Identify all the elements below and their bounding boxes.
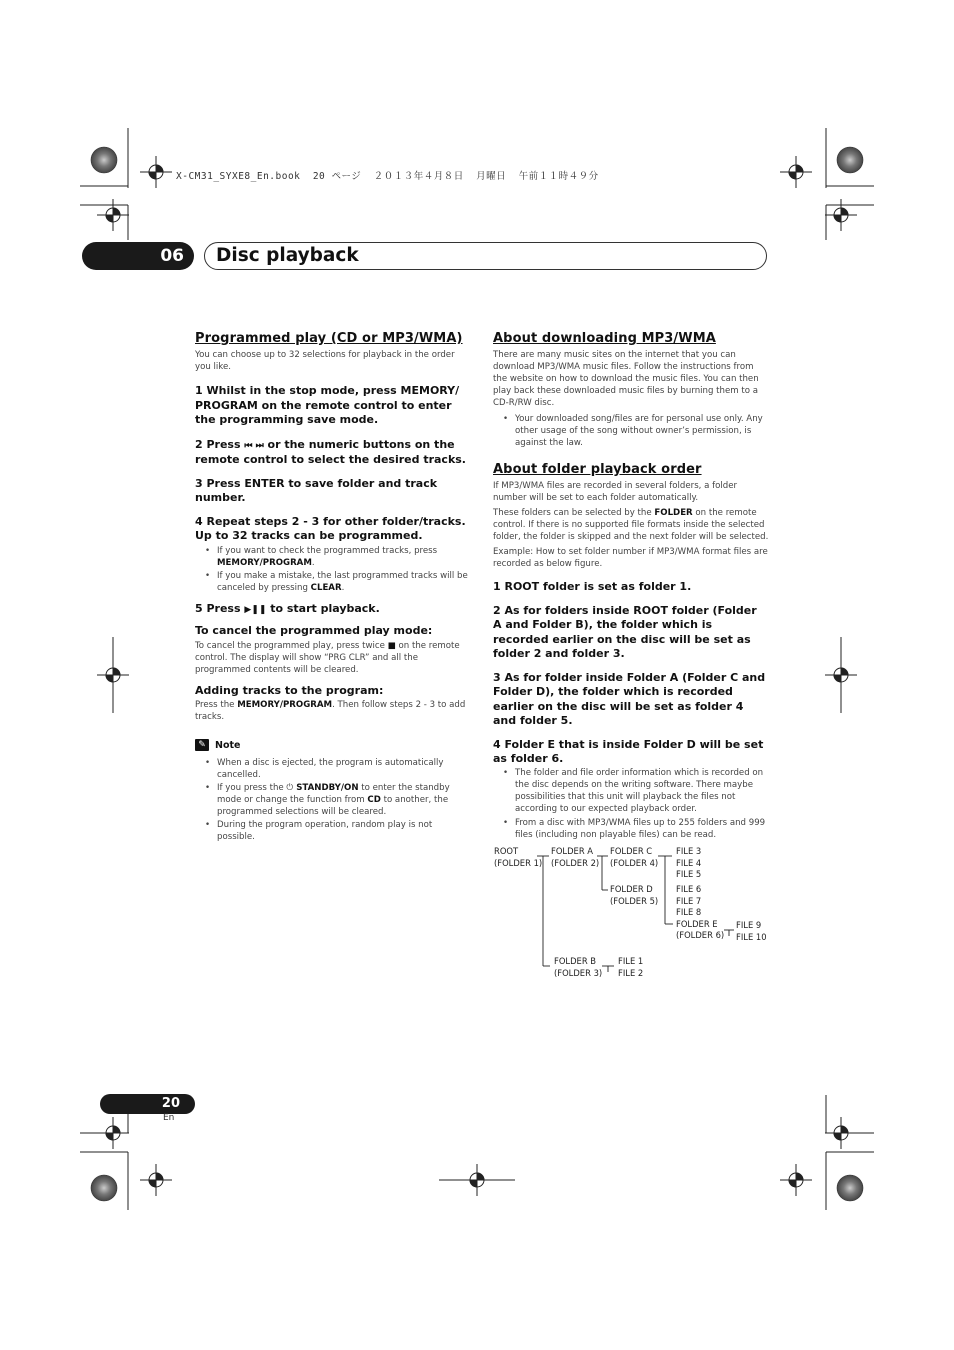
chapter-number: 06 [160, 246, 184, 266]
cancel-heading: To cancel the programmed play mode: [195, 624, 433, 637]
cd-key: CD [367, 795, 381, 805]
list-item: • If you want to check the programmed tracks, press MEMORY/PROGRAM. [217, 545, 471, 569]
memory-program-key: MEMORY/PROGRAM [237, 700, 333, 710]
cancel-text: To cancel the programmed play, press twice ■ on the remote control. The display will show “PRG CLR” and all the programmed contents will be cleared. [195, 641, 460, 675]
list-item: • If you make a mistake, the last programmed tracks will be canceled by pressing CLEAR. [217, 570, 471, 594]
note-label: Note [215, 739, 241, 751]
downloading-heading: About downloading MP3/WMA [493, 331, 716, 346]
step-1: 1 Whilst in the stop mode, press MEMORY/ PROGRAM on the remote control to enter the programming save mode. [195, 384, 460, 426]
folder-order-heading: About folder playback order [493, 462, 702, 477]
note-icon: ✎ [195, 739, 209, 751]
memory-program-key: MEMORY/PROGRAM [217, 557, 312, 568]
step-2-text-b: or the numeric buttons on the remote control to select the desired tracks. [195, 437, 466, 466]
programmed-play-intro: You can choose up to 32 selections for playback in the order you like. [195, 350, 455, 372]
adding-text: Press the MEMORY/PROGRAM. Then follow steps 2 - 3 to add tracks. [195, 700, 466, 722]
folder-order-p2: These folders can be selected by the FOLDER on the remote control. If there is no supported file formats inside the selected folder, the folder is skipped and the next folder will be selected. [493, 508, 769, 542]
tree-files-d: FILE 6 FILE 7 FILE 8 FOLDER E (FOLDER 6) [676, 884, 725, 940]
step-4: 4 Repeat steps 2 - 3 for other folder/tracks. Up to 32 tracks can be programmed. [195, 514, 466, 542]
programmed-play-heading: Programmed play (CD or MP3/WMA) [195, 331, 463, 346]
folder-key: FOLDER [654, 508, 693, 518]
chapter-title: Disc playback [216, 245, 359, 266]
list-item: • Your downloaded song/files are for personal use only. Any other usage of the song without owner’s permission, is against the law. [515, 413, 769, 449]
folder-order-p1: If MP3/WMA files are recorded in several folders, a folder number will be set to each folder automatically. [493, 481, 738, 503]
tree-files-e: FILE 9 FILE 10 [736, 920, 767, 942]
step-5: 5 Press ▶❚❚ to start playback. [195, 601, 380, 615]
list-item: • When a disc is ejected, the program is automatically cancelled. [217, 757, 471, 781]
folder-step-2: 2 As for folders inside ROOT folder (Folder A and Folder B), the folder which is recorded earlier on the disc will be set as folder 2 and folder 3. [493, 603, 757, 660]
tree-files-b: FILE 1 FILE 2 [618, 956, 644, 978]
tree-folder-d: FOLDER D (FOLDER 5) [610, 884, 659, 906]
list-item: • From a disc with MP3/WMA files up to 255 folders and 999 files (including non playable files) can be read. [515, 817, 769, 841]
stop-icon: ■ [387, 641, 396, 651]
play-pause-icon: ▶❚❚ [244, 604, 267, 615]
prev-next-icon: ⏮ ⏭ [244, 440, 264, 451]
list-item: • The folder and file order information which is recorded on the disc depends on the writing software. There maybe possibilities that this unit will playback the files not according to our expected playback order. [515, 767, 769, 815]
folder-step-4: 4 Folder E that is inside Folder D will be set as folder 6. [493, 737, 764, 765]
downloading-text: There are many music sites on the internet that you can download MP3/WMA music files. Follow the instructions from the website on how to download the music files. You can then play back these downloaded music files by burning them to a CD-R/RW disc. [493, 350, 759, 408]
step-3: 3 Press ENTER to save folder and track number. [195, 476, 438, 504]
standby-on-key: STANDBY/ON [293, 783, 359, 793]
tree-folder-c: FOLDER C (FOLDER 4) [610, 846, 659, 868]
step-2-text-a: 2 Press [195, 437, 245, 451]
tree-files-c: FILE 3 FILE 4 FILE 5 [676, 846, 702, 879]
folder-step-1: 1 ROOT folder is set as folder 1. [493, 580, 692, 593]
folder-order-p3: Example: How to set folder number if MP3/WMA format files are recorded as below figure. [493, 547, 768, 569]
page-language: En [163, 1113, 175, 1123]
tree-folder-a: FOLDER A (FOLDER 2) [551, 846, 600, 868]
power-icon: ⏻ [286, 783, 294, 793]
page-number: 20 [161, 1096, 180, 1111]
list-item: • If you press the ⏻ STANDBY/ON to enter the standby mode or change the function from CD to another, the programmed selections will be cleared. [217, 782, 471, 818]
tree-root: ROOT (FOLDER 1) [494, 846, 543, 868]
clear-key: CLEAR [310, 582, 342, 593]
print-header: X-CM31_SYXE8_En.book 20 ページ ２０１３年４月８日 月曜日 午前１１時４９分 [176, 171, 599, 182]
list-item: • During the program operation, random play is not possible. [217, 819, 471, 843]
tree-folder-b: FOLDER B (FOLDER 3) [554, 956, 603, 978]
folder-step-3: 3 As for folder inside Folder A (Folder C and Folder D), the folder which is recorded earlier on the disc will be set as folder 4 and folder 5. [493, 670, 766, 727]
adding-heading: Adding tracks to the program: [195, 684, 384, 697]
